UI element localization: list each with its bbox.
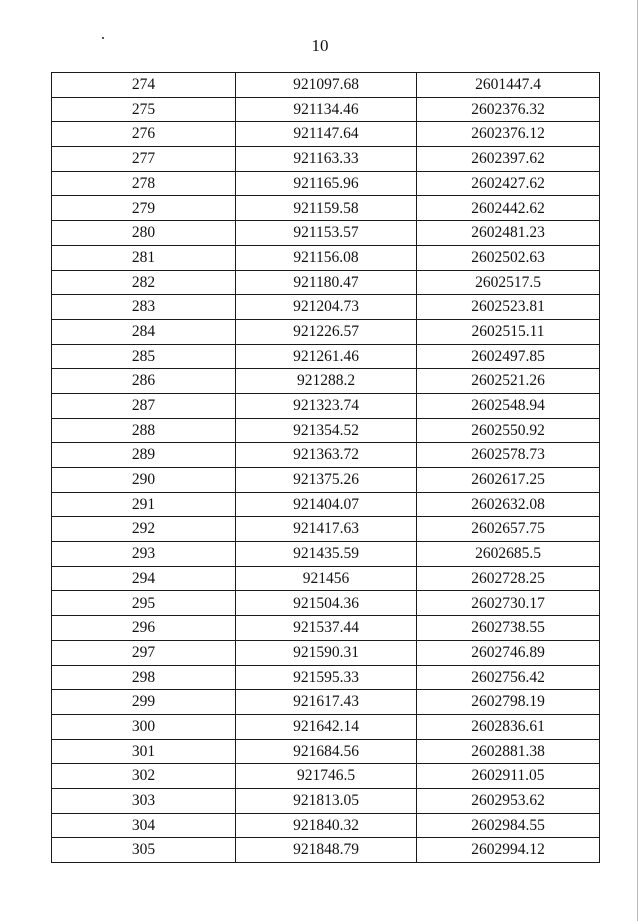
point-number-cell: 302 (52, 764, 236, 789)
x-coordinate-cell: 921354.52 (236, 418, 417, 443)
y-coordinate-cell: 2602502.63 (417, 245, 600, 270)
table-row (52, 591, 600, 616)
x-coordinate-cell: 921595.33 (236, 665, 417, 690)
y-coordinate-cell: 2602746.89 (417, 640, 600, 665)
table-row (52, 369, 600, 394)
point-number-cell: 291 (52, 492, 236, 517)
point-number-cell: 305 (52, 838, 236, 863)
table-row (52, 295, 600, 320)
point-number-cell: 282 (52, 270, 236, 295)
x-coordinate-cell: 921097.68 (236, 73, 417, 98)
table-row (52, 739, 600, 764)
y-coordinate-cell: 2602730.17 (417, 591, 600, 616)
page-number: 10 (311, 36, 329, 55)
x-coordinate-cell: 921156.08 (236, 245, 417, 270)
y-coordinate-cell: 2602376.32 (417, 97, 600, 122)
point-number-cell: 280 (52, 221, 236, 246)
y-coordinate-cell: 2602994.12 (417, 838, 600, 863)
table-row (52, 542, 600, 567)
y-coordinate-cell: 2601447.4 (417, 73, 600, 98)
table-row (52, 665, 600, 690)
y-coordinate-cell: 2602481.23 (417, 221, 600, 246)
point-number-cell: 301 (52, 739, 236, 764)
x-coordinate-cell: 921134.46 (236, 97, 417, 122)
point-number-cell: 289 (52, 443, 236, 468)
table-row (52, 764, 600, 789)
table-row (52, 640, 600, 665)
y-coordinate-cell: 2602881.38 (417, 739, 600, 764)
x-coordinate-cell: 921642.14 (236, 714, 417, 739)
x-coordinate-cell: 921147.64 (236, 122, 417, 147)
point-number-cell: 292 (52, 517, 236, 542)
x-coordinate-cell: 921165.96 (236, 171, 417, 196)
y-coordinate-cell: 2602685.5 (417, 542, 600, 567)
y-coordinate-cell: 2602738.55 (417, 616, 600, 641)
point-number-cell: 297 (52, 640, 236, 665)
table-row (52, 122, 600, 147)
y-coordinate-cell: 2602515.11 (417, 319, 600, 344)
point-number-cell: 288 (52, 418, 236, 443)
point-number-cell: 274 (52, 73, 236, 98)
point-number-cell: 283 (52, 295, 236, 320)
point-number-cell: 286 (52, 369, 236, 394)
table-row (52, 714, 600, 739)
x-coordinate-cell: 921813.05 (236, 788, 417, 813)
x-coordinate-cell: 921848.79 (236, 838, 417, 863)
x-coordinate-cell: 921163.33 (236, 147, 417, 172)
table-row (52, 73, 600, 98)
x-coordinate-cell: 921417.63 (236, 517, 417, 542)
point-number-cell: 279 (52, 196, 236, 221)
x-coordinate-cell: 921288.2 (236, 369, 417, 394)
table-row (52, 813, 600, 838)
point-number-cell: 304 (52, 813, 236, 838)
table-row (52, 270, 600, 295)
point-number-cell: 287 (52, 393, 236, 418)
table-row (52, 221, 600, 246)
y-coordinate-cell: 2602521.26 (417, 369, 600, 394)
table-row (52, 418, 600, 443)
y-coordinate-cell: 2602427.62 (417, 171, 600, 196)
y-coordinate-cell: 2602756.42 (417, 665, 600, 690)
x-coordinate-cell: 921404.07 (236, 492, 417, 517)
point-number-cell: 294 (52, 566, 236, 591)
x-coordinate-cell: 921159.58 (236, 196, 417, 221)
y-coordinate-cell: 2602548.94 (417, 393, 600, 418)
y-coordinate-cell: 2602657.75 (417, 517, 600, 542)
point-number-cell: 296 (52, 616, 236, 641)
y-coordinate-cell: 2602632.08 (417, 492, 600, 517)
x-coordinate-cell: 921435.59 (236, 542, 417, 567)
x-coordinate-cell: 921153.57 (236, 221, 417, 246)
point-number-cell: 278 (52, 171, 236, 196)
x-coordinate-cell: 921617.43 (236, 690, 417, 715)
x-coordinate-cell: 921840.32 (236, 813, 417, 838)
y-coordinate-cell: 2602836.61 (417, 714, 600, 739)
table-row (52, 97, 600, 122)
scan-edge-line (637, 0, 638, 921)
point-number-cell: 298 (52, 665, 236, 690)
table-row (52, 690, 600, 715)
table-row (52, 492, 600, 517)
x-coordinate-cell: 921456 (236, 566, 417, 591)
point-number-cell: 299 (52, 690, 236, 715)
point-number-cell: 284 (52, 319, 236, 344)
point-number-cell: 290 (52, 468, 236, 493)
coordinates-table (51, 72, 600, 863)
table-row (52, 171, 600, 196)
table-row (52, 196, 600, 221)
point-number-cell: 293 (52, 542, 236, 567)
point-number-cell: 276 (52, 122, 236, 147)
table-row (52, 245, 600, 270)
y-coordinate-cell: 2602798.19 (417, 690, 600, 715)
table-row (52, 566, 600, 591)
x-coordinate-cell: 921261.46 (236, 344, 417, 369)
table-row (52, 443, 600, 468)
point-number-cell: 281 (52, 245, 236, 270)
x-coordinate-cell: 921684.56 (236, 739, 417, 764)
y-coordinate-cell: 2602911.05 (417, 764, 600, 789)
table-row (52, 517, 600, 542)
y-coordinate-cell: 2602517.5 (417, 270, 600, 295)
table-row (52, 468, 600, 493)
table-row (52, 393, 600, 418)
point-number-cell: 303 (52, 788, 236, 813)
x-coordinate-cell: 921537.44 (236, 616, 417, 641)
y-coordinate-cell: 2602550.92 (417, 418, 600, 443)
point-number-cell: 275 (52, 97, 236, 122)
x-coordinate-cell: 921746.5 (236, 764, 417, 789)
y-coordinate-cell: 2602953.62 (417, 788, 600, 813)
y-coordinate-cell: 2602617.25 (417, 468, 600, 493)
table-row (52, 838, 600, 863)
y-coordinate-cell: 2602497.85 (417, 344, 600, 369)
point-number-cell: 285 (52, 344, 236, 369)
y-coordinate-cell: 2602578.73 (417, 443, 600, 468)
x-coordinate-cell: 921375.26 (236, 468, 417, 493)
y-coordinate-cell: 2602397.62 (417, 147, 600, 172)
table-row (52, 147, 600, 172)
table-row (52, 344, 600, 369)
x-coordinate-cell: 921226.57 (236, 319, 417, 344)
point-number-cell: 295 (52, 591, 236, 616)
table-row (52, 616, 600, 641)
y-coordinate-cell: 2602984.55 (417, 813, 600, 838)
y-coordinate-cell: 2602376.12 (417, 122, 600, 147)
table-row (52, 319, 600, 344)
y-coordinate-cell: 2602728.25 (417, 566, 600, 591)
y-coordinate-cell: 2602523.81 (417, 295, 600, 320)
x-coordinate-cell: 921204.73 (236, 295, 417, 320)
table-row (52, 788, 600, 813)
table-body (52, 73, 600, 863)
x-coordinate-cell: 921504.36 (236, 591, 417, 616)
x-coordinate-cell: 921363.72 (236, 443, 417, 468)
x-coordinate-cell: 921323.74 (236, 393, 417, 418)
point-number-cell: 300 (52, 714, 236, 739)
x-coordinate-cell: 921590.31 (236, 640, 417, 665)
y-coordinate-cell: 2602442.62 (417, 196, 600, 221)
point-number-cell: 277 (52, 147, 236, 172)
x-coordinate-cell: 921180.47 (236, 270, 417, 295)
